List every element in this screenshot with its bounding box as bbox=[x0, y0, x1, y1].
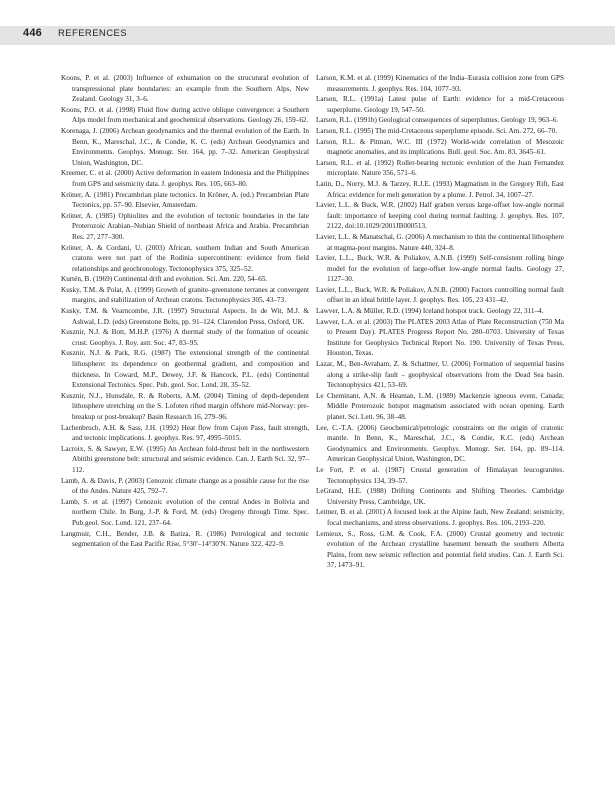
reference-entry: Lemieux, S., Ross, G.M. & Cook, F.A. (2000) Crustal geometry and tectonic evolution of the Archean crystalline basement beneath the southern Alberta Plains, from new seismic reflection and potential field studies. Can. J. Earth Sci. 37, 1473–91. bbox=[316, 529, 564, 570]
reference-entry: Kreemer, C. et al. (2000) Active deformation in eastern Indonesia and the Philippines from GPS and seismicity data. J. geophys. Res. 105, 663–80. bbox=[61, 169, 309, 188]
reference-entry: Lamb, S. et al. (1997) Cenozoic evolution of the central Andes in Bolivia and northern Chile. In Burg, J.-P. & Ford, M. (eds) Orogeny through Time. Spec. Pub.geol. Soc. Lond. 121, 237–64. bbox=[61, 497, 309, 527]
reference-entry: Korenaga, J. (2006) Archean geodynamics and the thermal evolution of the Earth. In Benn, K., Mareschal, J.C., & Condie, K. C. (eds) Archean Geodynamics and Environments. Geophys. Monogr. Ser. 164, pp. 7–32. American Geophysical Union, Washington, DC. bbox=[61, 126, 309, 167]
reference-entry: Lamb, A. & Davis, P. (2003) Cenozoic climate change as a possible cause for the rise of the Andes. Nature 425, 792–7. bbox=[61, 476, 309, 496]
reference-entry: Lawver, L.A. & Müller, R.D. (1994) Iceland hotspot track. Geology 22, 311–4. bbox=[316, 307, 544, 316]
reference-entry: Le Cheminant, A.N. & Heaman, L.M. (1989) Mackenzie igneous event, Canada; Middle Proterozoic hotspot magmatism associated with ocean opening. Earth planet. Sci. Lett. 96, 38–48. bbox=[316, 391, 564, 421]
reference-entry: Larson, R.L. (1991b) Geological consequences of superplumes. Geology 19, 963–6. bbox=[316, 116, 559, 125]
page-number: 446 bbox=[23, 27, 42, 39]
reference-entry: Leitner, B. et al. (2001) A focused look at the Alpine fault, New Zealand: seismicity, focal mechanisms, and stress observations. J. geophys. Res. 106, 2193–220. bbox=[316, 508, 564, 527]
reference-entry: Langmuir, C.H., Bender, J.B. & Batiza, R. (1986) Petrological and tectonic segmentation of the East Pacific Rise, 5°30′–14°30′N. Nature 322, 422–9. bbox=[61, 529, 309, 549]
reference-entry: Lavier, L.L., Buck, W.R. & Poliakov, A.N.B. (2000) Factors controlling normal fault offset in an ideal brittle layer. J. geophys. Res. 105, 23 431–42. bbox=[316, 285, 564, 305]
reference-entry: Latin, D., Norry, M.J. & Tarzey, R.J.E. (1993) Magmatism in the Gregory Rift, East Africa: evidence for melt generation by a plume. J. Petrol. 34, 1007–27. bbox=[316, 179, 564, 199]
reference-entry: Lavier, L.L. & Manatschal, G. (2006) A mechanism to thin the continental lithosphere at magma-poor margins. Nature 440, 324–8. bbox=[316, 232, 564, 252]
reference-entry: Le Fort, P. et al. (1987) Crustal generation of Himalayan leucogranites. Tectonophysics 134, 39–57. bbox=[316, 465, 564, 485]
reference-entry: Koons, P.O. et al. (1998) Fluid flow during active oblique convergence: a Southern Alps model from mechanical and geochemical observations. Geology 26, 159–62. bbox=[61, 105, 309, 125]
reference-entry: Lachenbruch, A.H. & Sass, J.H. (1992) Heat flow from Cajon Pass, fault strength, and tectonic implications. J. geophys. Res. 97, 4995–5015. bbox=[61, 423, 309, 443]
reference-entry: Lazar, M., Ben-Avraham, Z. & Schattner, U. (2006) Formation of sequential basins along a strike-slip fault – geophysical observations from the Dead Sea basin. Tectonophysics 421, 53–69. bbox=[316, 360, 564, 390]
reference-entry: Lee, C.-T.A. (2006) Geochemical/petrologic constraints on the origin of cratonic mantle. In Benn, K., Mareschal, J.C., & Condie, K.C. (eds) Archean Geodynamics and Environments. Geophys. Monogr. Ser. 164, pp. 89–114. American Geophysical Union, Washington, DC. bbox=[316, 423, 564, 464]
reference-column-left bbox=[61, 73, 309, 550]
reference-entry: Kusznir, N.J. & Park, R.G. (1987) The extensional strength of the continental lithosphere: its dependence on geothermal gradient, and composition and thickness. In Coward, M.P., Dewey, J.F. & Hancock, P.L. (eds) Continental Extensional Tectonics. Spec. Pub. geol. Soc. Lond. 28, 35–52. bbox=[61, 349, 309, 390]
reference-entry: Larson, R.L. (1995) The mid-Cretaceous superplume episode. Sci. Am. 272, 66–70. bbox=[316, 126, 558, 135]
reference-entry: Larson, R.L. et al. (1992) Roller-bearing tectonic evolution of the Juan Fernandez microplate. Nature 356, 571–6. bbox=[316, 158, 564, 178]
reference-entry: Kröner, A. (1981) Precambrian plate tectonics. In Kröner, A. (ed.) Precambrian Plate Tectonics, pp. 57–90. Elsevier, Amsterdam. bbox=[61, 190, 309, 210]
reference-entry: Lawver, L.A. et al. (2003) The PLATES 2003 Atlas of Plate Reconstruction (750 Ma to Present Day). PLATES Progress Report No. 280–0703. University of Texas Institute for Geophysics Technical Report No. 190. University of Texas Press, Houston, Texas. bbox=[316, 317, 564, 358]
reference-entry: Larson, R.L. (1991a) Latest pulse of Earth: evidence for a mid-Cretaceous superplume. Geology 19, 547–50. bbox=[316, 95, 564, 114]
reference-entry: Larson, R.L. & Pitman, W.C. III (1972) World-wide correlation of Mesozoic magnetic anomalies, and its implications. Bull. geol. Soc. Am. 83, 3645–61. bbox=[316, 137, 564, 157]
reference-entry: Lavier, L.L. & Buck, W.R. (2002) Half graben versus large-offset low-angle normal fault: importance of keeping cool during normal faulting. J. geophys. Res. 107, 2122, doi:10.1029/2001JB000513. bbox=[316, 201, 564, 231]
reference-column-right bbox=[316, 73, 564, 571]
reference-entry: Kurtén, B. (1969) Continental drift and evolution. Sci. Am. 220, 54–65. bbox=[61, 275, 268, 284]
reference-entry: Kusky, T.M. & Polat, A. (1999) Growth of granite–greenstone terranes at convergent margins, and stabilization of Archean cratons. Tectonophysics 305, 43–73. bbox=[61, 285, 309, 305]
reference-entry: LeGrand, H.E. (1988) Drifting Continents and Shifting Theories. Cambridge University Press, Cambridge, UK. bbox=[316, 487, 564, 506]
reference-entry: Kusznir, N.J. & Bott, M.H.P. (1976) A thermal study of the formation of oceanic crust. Geophys. J. Roy. astr. Soc. 47, 83–95. bbox=[61, 328, 309, 347]
reference-entry: Kröner, A. (1985) Ophiolites and the evolution of tectonic boundaries in the late Proterozoic Arabian–Nubian Shield of northeast Africa and Arabia. Precambrian Res. 27, 277–300. bbox=[61, 211, 309, 241]
reference-entry: Lacroix, S. & Sawyer, E.W. (1995) An Archean fold-thrust belt in the northwestern Abitibi greenstone belt: structural and seismic evidence. Can. J. Earth Sci. 32, 97–112. bbox=[61, 444, 309, 474]
reference-entry: Kusky, T.M. & Vearncombe, J.R. (1997) Structural Aspects. In de Wit, M.J. & Ashwal, L.D. (eds) Greenstone Belts, pp. 91–124. Clarendon Press, Oxford, UK. bbox=[61, 307, 309, 326]
reference-entry: Lavier, L.L., Buck, W.R. & Poliakov, A.N.B. (1999) Self-consistent rolling hinge model for the evolution of large-offset low-angle normal faults. Geology 27, 1127–30. bbox=[316, 254, 564, 284]
reference-entry: Kusznir, N.J., Hunsdale, R. & Roberts, A.M. (2004) Timing of depth-dependent lithosphere stretching on the S. Lofoten rifted margin offshore mid-Norway: pre-breakup or post-breakup? Basin Research 16, 279–96. bbox=[61, 391, 309, 421]
reference-entry: Kröner, A. & Cordani, U. (2003) African, southern Indian and South American cratons were not part of the Rodinia supercontinent: evidence from field relationships and geochronology. Tectonophysics 375, 325–52. bbox=[61, 243, 309, 273]
reference-entry: Koons, P. et al. (2003) Influence of exhumation on the strucutural evolution of transpressional plate boundaries: an example from the Southern Alps, New Zealand. Geology 31, 3–6. bbox=[61, 74, 309, 104]
reference-entry: Larson, K.M. et al. (1999) Kinematics of the India–Eurasia collision zone from GPS measurements. J. geophys. Res. 104, 1077–93. bbox=[316, 74, 564, 93]
section-title: REFERENCES bbox=[58, 28, 127, 39]
